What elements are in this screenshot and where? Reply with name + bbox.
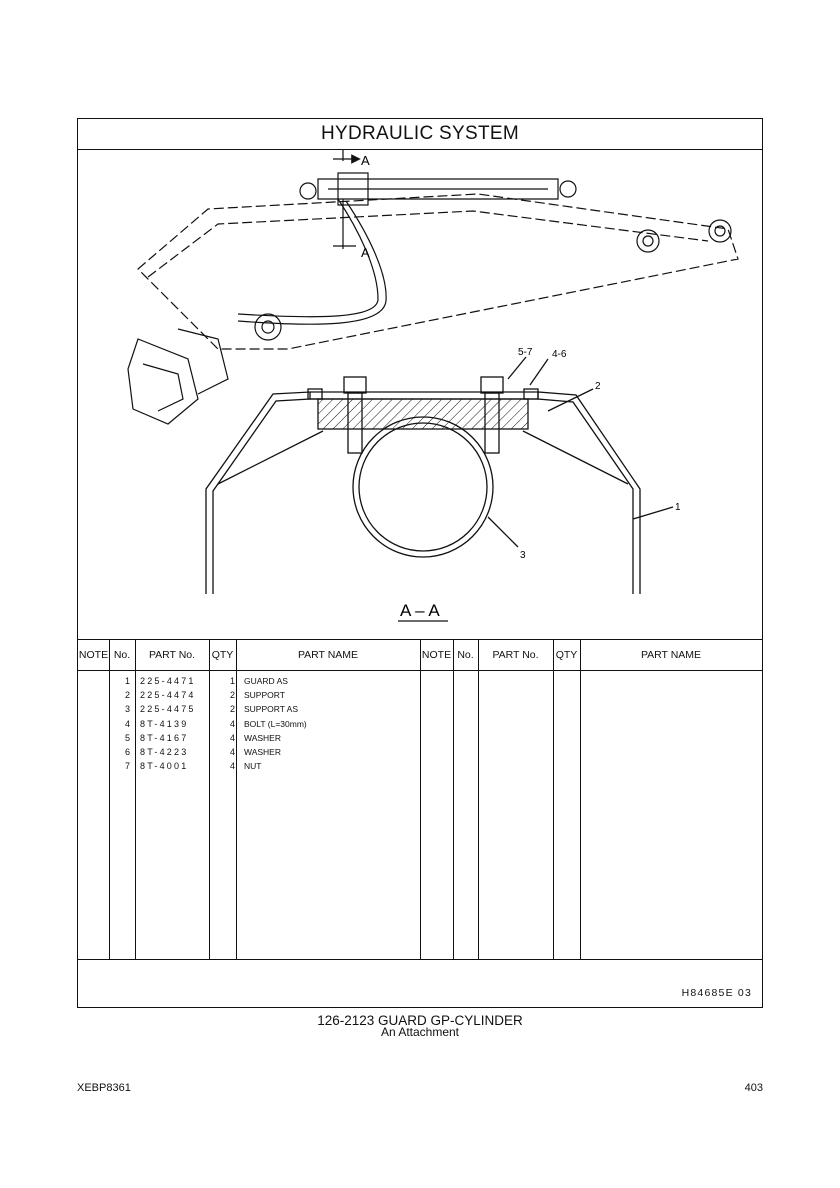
- header-part-no-2: PART No.: [492, 649, 539, 661]
- parts-table: [78, 639, 762, 960]
- part-name: NUT: [244, 761, 262, 772]
- part-number: 8T-4001: [140, 761, 189, 772]
- part-number: 225-4475: [140, 704, 196, 715]
- header-part-name-2: PART NAME: [640, 649, 702, 661]
- section-label: A – A: [400, 601, 440, 620]
- group-caption: 126-2123 GUARD GP-CYLINDER: [317, 1013, 523, 1028]
- callout-1: 1: [675, 502, 681, 513]
- callout-5-7: 5-7: [518, 347, 533, 358]
- header-no: No.: [113, 649, 131, 661]
- item-number: 2: [124, 690, 130, 701]
- quantity: 4: [229, 747, 235, 757]
- header-no-2: No.: [457, 649, 474, 661]
- quantity: 1: [229, 676, 235, 686]
- drawing-code: H84685E 03: [681, 987, 752, 999]
- table-row: [78, 731, 762, 745]
- item-number: 4: [124, 718, 130, 729]
- parts-page-frame: [77, 118, 763, 1008]
- cylinder-tube: [353, 417, 493, 557]
- header-part-name: PART NAME: [297, 649, 359, 661]
- quantity: 4: [229, 732, 235, 743]
- item-number: 3: [124, 704, 130, 715]
- item-number: 1: [124, 676, 130, 686]
- table-row: [78, 688, 762, 702]
- part-name: WASHER: [244, 732, 281, 743]
- document-id: XEBP8361: [77, 1082, 131, 1094]
- header-qty: QTY: [211, 649, 234, 661]
- item-number: 5: [124, 732, 130, 743]
- section-marker-bottom: A: [361, 245, 370, 260]
- part-number: 8T-4167: [140, 732, 189, 743]
- header-note: NOTE: [78, 649, 109, 661]
- table-row: [78, 759, 762, 773]
- part-name: GUARD AS: [244, 676, 288, 686]
- group-subcaption: An Attachment: [380, 1025, 460, 1039]
- part-number: 8T-4139: [140, 718, 189, 729]
- part-name: SUPPORT: [244, 690, 285, 701]
- page-number: 403: [744, 1082, 763, 1094]
- callout-3: 3: [520, 550, 526, 561]
- part-number: 225-4474: [140, 690, 196, 701]
- exploded-drawing: [78, 149, 762, 639]
- item-number: 7: [124, 761, 130, 772]
- table-row: [78, 674, 762, 688]
- support-block: [318, 399, 528, 429]
- quantity: 4: [229, 718, 235, 729]
- quantity: 2: [229, 704, 235, 715]
- section-marker-top: A: [361, 153, 370, 168]
- header-qty-2: QTY: [555, 649, 578, 661]
- header-rule: [78, 670, 762, 671]
- guard-outline: [206, 392, 310, 594]
- table-row: [78, 745, 762, 759]
- header-note-2: NOTE: [421, 649, 452, 661]
- footer-rule: [78, 959, 762, 960]
- part-name: BOLT (L=30mm): [244, 718, 307, 729]
- quantity: 4: [229, 761, 235, 772]
- item-number: 6: [124, 747, 130, 757]
- table-row: [78, 702, 762, 716]
- quantity: 2: [229, 690, 235, 701]
- part-name: SUPPORT AS: [244, 704, 299, 715]
- table-row: [78, 717, 762, 731]
- part-name: WASHER: [244, 747, 281, 757]
- callout-4-6: 4-6: [552, 349, 567, 360]
- boom-outline: [138, 194, 738, 349]
- part-number: 225-4471: [140, 676, 196, 686]
- header-part-no: PART No.: [148, 649, 196, 661]
- part-number: 8T-4223: [140, 747, 189, 757]
- callout-2: 2: [595, 381, 601, 392]
- page-title: HYDRAULIC SYSTEM: [78, 119, 762, 150]
